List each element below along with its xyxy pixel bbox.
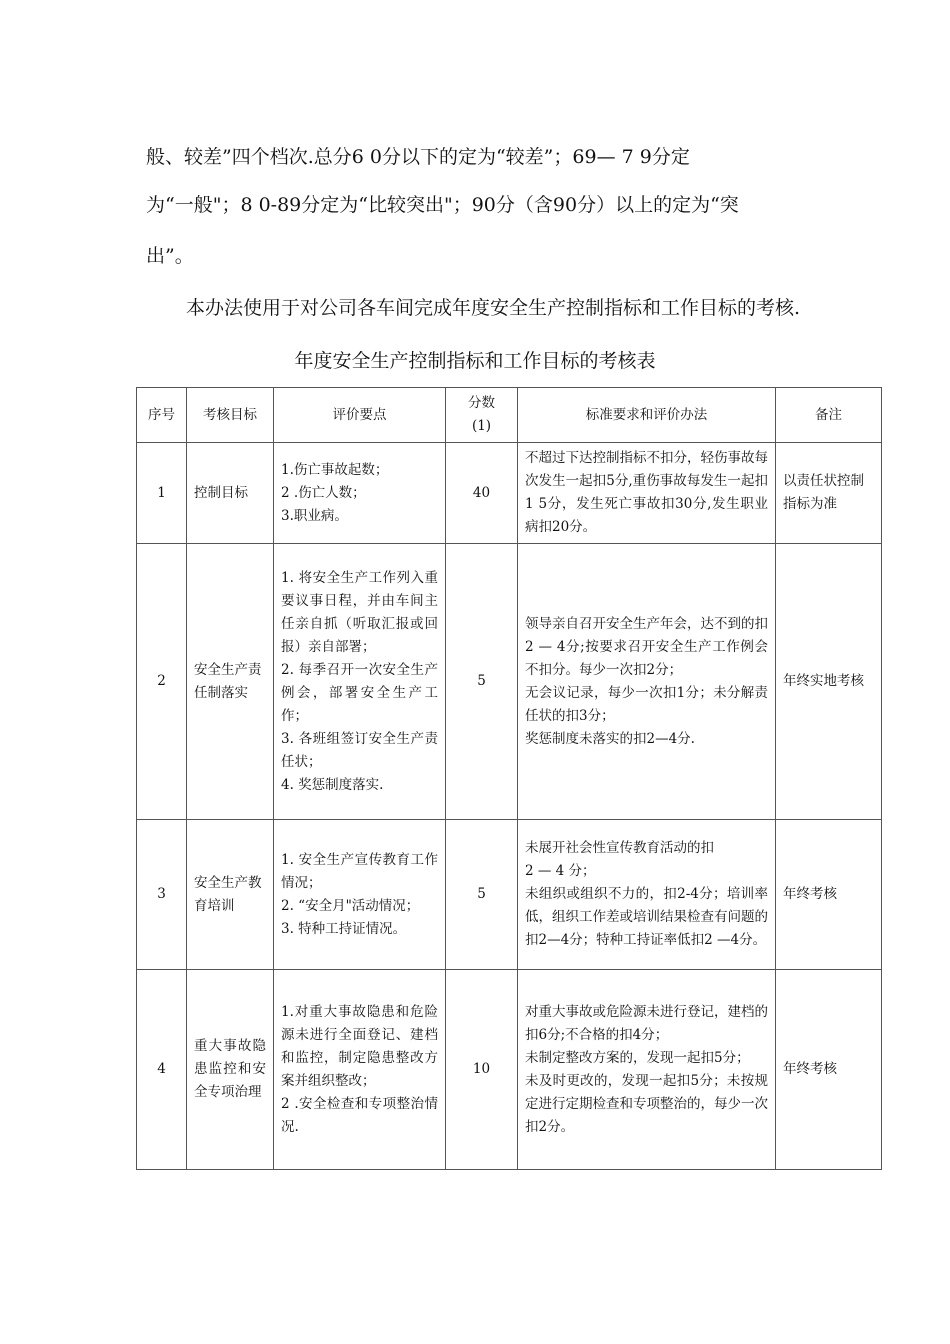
cell-note: 年终考核 xyxy=(776,970,882,1170)
cell-score: 40 xyxy=(446,443,518,544)
cell-method: 未展开社会性宣传教育活动的扣 2 — 4 分； 未组织或组织不力的，扣2-4分；培训率低，组织工作差或培训结果检查有问题的扣2—4分；特种工持证率低扣2 —4分。 xyxy=(518,820,776,970)
cell-note: 年终实地考核 xyxy=(776,544,882,820)
cell-score: 5 xyxy=(446,820,518,970)
cell-method: 领导亲自召开安全生产年会，达不到的扣2 — 4分;按要求召开安全生产工作例会不扣分。每少一次扣2分； 无会议记录，每少一次扣1分；未分解责任状的扣3分； 奖惩制度未落实的扣2—4分. xyxy=(518,544,776,820)
cell-score: 5 xyxy=(446,544,518,820)
cell-points: 1. 将安全生产工作列入重要议事日程，并由车间主任亲自抓（听取汇报或回报）亲自部署； 2. 每季召开一次安全生产例会，部署安全生产工作； 3. 各班组签订安全生产责任状； 4. 奖惩制度落实. xyxy=(274,544,446,820)
cell-target: 控制目标 xyxy=(187,443,274,544)
header-score: 分数 (1) xyxy=(446,388,518,443)
header-target: 考核目标 xyxy=(187,388,274,443)
table-title: 年度安全生产控制指标和工作目标的考核表 xyxy=(294,350,656,372)
cell-no: 2 xyxy=(137,544,187,820)
cell-method: 对重大事故或危险源未进行登记，建档的扣6分;不合格的扣4分； 未制定整改方案的，发现一起扣5分； 未及时更改的，发现一起扣5分；未按规定进行定期检查和专项整治的，每少一次扣2分。 xyxy=(518,970,776,1170)
header-points: 评价要点 xyxy=(274,388,446,443)
cell-no: 4 xyxy=(137,970,187,1170)
table-row xyxy=(137,970,882,1170)
header-method: 标准要求和评价办法 xyxy=(518,388,776,443)
paragraph-scope: 本办法使用于对公司各车间完成年度安全生产控制指标和工作目标的考核. xyxy=(186,297,801,319)
header-no: 序号 xyxy=(137,388,187,443)
paragraph-grade-line-3: 出”。 xyxy=(146,245,194,267)
table-row xyxy=(137,820,882,970)
table-header-row xyxy=(137,388,882,443)
cell-points: 1.对重大事故隐患和危险源未进行全面登记、建档和监控，制定隐患整改方案并组织整改； 2 .安全检查和专项整治情况. xyxy=(274,970,446,1170)
paragraph-grade-line-2: 为“一般"；8 0-89分定为“比较突出"；90分（含90分）以上的定为“突 xyxy=(146,194,739,216)
cell-score: 10 xyxy=(446,970,518,1170)
cell-note: 年终考核 xyxy=(776,820,882,970)
cell-points: 1. 安全生产宣传教育工作情况； 2. “安全月"活动情况； 3. 特种工持证情况。 xyxy=(274,820,446,970)
cell-no: 3 xyxy=(137,820,187,970)
cell-target: 重大事故隐患监控和安全专项治理 xyxy=(187,970,274,1170)
table-row xyxy=(137,544,882,820)
cell-method: 不超过下达控制指标不扣分，轻伤事故每次发生一起扣5分,重伤事故每发生一起扣1 5分，发生死亡事故扣30分,发生职业病扣20分。 xyxy=(518,443,776,544)
cell-target: 安全生产责任制落实 xyxy=(187,544,274,820)
cell-no: 1 xyxy=(137,443,187,544)
cell-points: 1.伤亡事故起数； 2 .伤亡人数； 3.职业病。 xyxy=(274,443,446,544)
cell-note: 以责任状控制指标为准 xyxy=(776,443,882,544)
cell-target: 安全生产教育培训 xyxy=(187,820,274,970)
paragraph-grade-line-1: 般、较差”四个档次.总分6 0分以下的定为“较差”；69— 7 9分定 xyxy=(146,146,690,168)
table-row xyxy=(137,443,882,544)
header-note: 备注 xyxy=(776,388,882,443)
assessment-table xyxy=(136,387,882,1170)
